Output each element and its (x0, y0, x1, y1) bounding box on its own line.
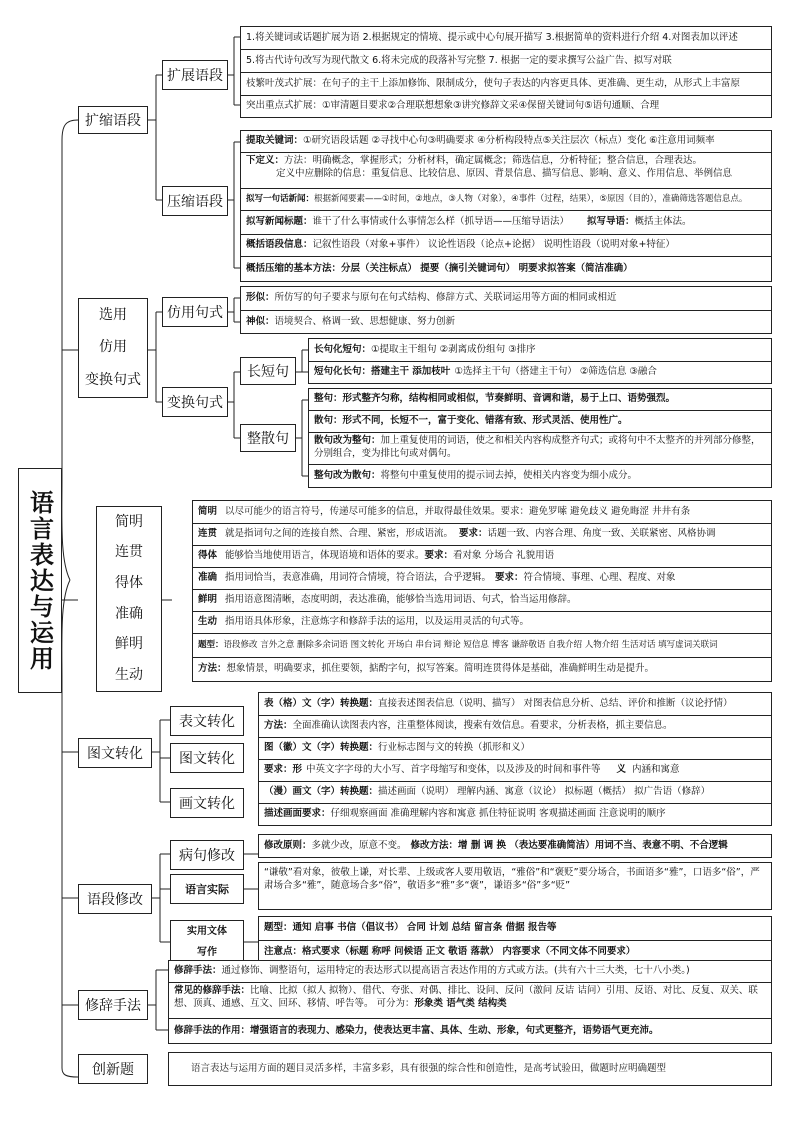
row-text: 话题一致、内容合理、角度一致、关联紧密、风格协调 (487, 528, 716, 540)
subcategory-label: 长短句 (247, 364, 289, 380)
content-row (241, 131, 771, 153)
row-text: 记叙性语段（对象+事件） 议论性语段（论点+论据） 说明性语段（说明对象+特征） (312, 239, 675, 251)
category-chuangxin (78, 1054, 148, 1084)
row-head: 鲜明 (198, 594, 218, 606)
content-row (193, 634, 771, 658)
row-text: 语言表达与运用方面的题目灵活多样，丰富多彩，具有很强的综合性和创造性，是高考试验田，做题时应明确题型 (191, 1062, 667, 1074)
row-text: 注意点：格式要求（标题 称呼 问候语 正文 敬语 落款） 内容要求（不同文体不同要求） (264, 945, 636, 957)
subcategory-huawen (170, 788, 244, 818)
category-label-line: 生动 (115, 667, 143, 684)
xiuci-content (168, 960, 772, 1044)
row-head: 下定义： (246, 155, 285, 166)
row-head: 概括语段信息： (246, 239, 313, 251)
row-text: 仔细观察画面 准确理解内容和寓意 抓住特征说明 客观描述画面 注意说明的顺序 (330, 808, 666, 820)
content-row (259, 804, 771, 825)
content-row (259, 738, 771, 760)
row-text: ①提取主干组句 ②剥离成份组句 ③排序 (371, 343, 536, 355)
row-head: 题型： (198, 639, 224, 650)
row-head: 准确 (198, 572, 218, 584)
row-head: 形象类 语气类 结构类 (414, 997, 507, 1009)
content-row (241, 50, 771, 73)
content-row (241, 287, 771, 311)
row-text: 直接表述图表信息（说明、描写） 对图表信息分析、总结、评价和推断（议论抒情） (378, 697, 733, 709)
category-label-line: 连贯 (115, 544, 143, 561)
content-row (309, 433, 771, 465)
row-head: 拟写新闻标题： (246, 216, 313, 228)
changduan-content (308, 338, 772, 384)
content-row (241, 73, 771, 96)
category-label: 扩缩语段 (85, 113, 141, 129)
row-text: 将整句中重复使用的提示词去掉，使相关内容变为细小成分。 (380, 469, 638, 481)
subcategory-bingju (170, 840, 244, 870)
subcategory-label: 病句修改 (179, 848, 235, 864)
kuozhan-content (240, 26, 772, 118)
category-label: 图文转化 (87, 746, 143, 762)
row-text: 描述画面（说明） 理解内涵、寓意（议论） 拟标题（概括） 拟广告语（修辞） (378, 786, 711, 798)
row-text: 行业标志图与文的转换（抓形和义） (378, 742, 531, 754)
content-row (259, 917, 771, 941)
row-text: 比喻、比拟（拟人 拟物）、借代、夸张、对偶、排比、设问、反问（激问 反诘 诘问）引用、反语、对比、反复、双关、联想、顶真、通感、互文、回环、移情、呼告等。 可分为： (174, 985, 758, 1009)
content-row (193, 612, 771, 634)
row-head: 图（徽）文（字）转换题： (264, 742, 379, 754)
row-text: 语段修改 言外之意 删除多余词语 图文转化 开场白 串台词 辩论 短信息 博客 谦辞敬语 自我介绍 人物介绍 生活对话 填写虚词关联词 (223, 639, 718, 650)
subcategory-tuwen (170, 743, 244, 773)
category-label-line: 得体 (115, 575, 143, 592)
content-row (169, 961, 771, 983)
jianming-content (192, 500, 772, 682)
category-jianming (96, 506, 162, 692)
row-head: 方法： (264, 720, 293, 732)
row-text: 指用语意图清晰，态度明朗，表达准确，能够恰当选用词语、句式，恰当运用修辞。 (225, 594, 577, 606)
row-head: 简明 (198, 505, 218, 517)
content-row (193, 568, 771, 590)
row-text: 中英文字字母的大小写、首字母缩写和变体，以及涉及的时间和事件等 (306, 764, 601, 776)
content-row (241, 257, 771, 281)
content-row (193, 501, 771, 524)
subcategory-shiyong (170, 920, 244, 964)
subcategory-label: 整散句 (247, 431, 289, 447)
subcategory-bianhuan (162, 387, 228, 417)
subcategory-label: 图文转化 (179, 751, 235, 767)
row-text: 加上重复使用的词语，使之和相关内容构成整齐句式；或将句中不太整齐的并列部分修整，分别组合，变为排比句或对偶句。 (314, 435, 761, 459)
content-row (169, 1019, 771, 1043)
row-head: 短句化长句：搭建主干 添加枝叶 (314, 366, 451, 378)
row-text: 指用语具体形象，注意炼字和修辞手法的运用，以及运用灵活的句式等。 (225, 616, 530, 628)
tuwen-content (258, 692, 772, 826)
bingju-content (258, 834, 772, 858)
zhengsan-content (308, 388, 772, 488)
category-label-line: 简明 (115, 513, 143, 530)
subcategory-kuozhan (162, 60, 228, 90)
row-head: 散句改为整句： (314, 435, 381, 446)
subcategory-changduan (240, 357, 296, 385)
row-text: 定义中应删除的信息：重复信息、比较信息、原因、背景信息、描写信息、影响、意义、作用信息、举例信息 (276, 167, 733, 179)
subcategory-label-line: 写作 (197, 947, 217, 958)
category-xiuci (78, 990, 148, 1020)
row-text: 题型：通知 启事 书信（倡议书） 合同 计划 总结 留言条 借据 报告等 (264, 922, 557, 934)
row-head: 义 (616, 764, 627, 776)
subcategory-label: 仿用句式 (167, 305, 223, 321)
subcategory-label: 表文转化 (179, 714, 235, 730)
content-row (241, 96, 771, 117)
subcategory-yuyan (170, 874, 244, 904)
row-text: 修辞手法的作用：增强语言的表现力、感染力，使表达更丰富、具体、生动、形象，句式更整齐，语势语气更充沛。 (174, 1024, 659, 1036)
content-row (259, 863, 771, 909)
category-xiugai (78, 884, 152, 914)
fangyong-content (240, 286, 772, 334)
content-row (259, 693, 771, 716)
subcategory-biaowen (170, 706, 244, 736)
row-text: 整句：形式整齐匀称，结构相同或相似，节奏鲜明、音调和谐，易于上口、语势强烈。 (314, 393, 676, 405)
subcategory-label: 压缩语段 (167, 194, 223, 210)
yuyan-content (258, 862, 772, 910)
category-label-line: 选用 (99, 306, 127, 323)
row-head: 常见的修辞手法： (174, 985, 251, 996)
row-head: 拟写一句话新闻： (246, 193, 315, 204)
row-text: 方法：明确概念，掌握形式；分析材料，确定属概念；筛选信息，分析特征；整合信息，合理表达。 (284, 155, 703, 166)
content-row (241, 235, 771, 257)
row-text: 全面准确认读图表内容，注重整体阅读，搜索有效信息。看要求，分析表格，抓主要信息。 (292, 720, 673, 732)
row-head: 要求：形 (264, 764, 303, 776)
row-head: 修辞手法： (174, 965, 222, 977)
chuangxin-content (168, 1052, 772, 1086)
yasuo-content (240, 130, 772, 282)
category-label-line: 变换句式 (85, 372, 141, 389)
content-row (309, 339, 771, 362)
subcategory-zhengsan (240, 424, 296, 452)
row-head: 要求： (495, 572, 524, 584)
row-text: 概括压缩的基本方法：分层（关注标点） 提要（摘引关键词句） 明要求拟答案（简洁准确） (246, 262, 633, 274)
row-text: 能够恰当地使用语言，体现语境和语体的要求。 (225, 550, 425, 562)
row-text: 通过修饰、调整语句，运用特定的表达形式以提高语言表达作用的方式或方法。(共有六十三大类，七十八小类。) (221, 965, 690, 977)
row-text: 5.将古代诗句改写为现代散文 6.将未完成的段落补写完整 7. 根据一定的要求撰写公益广告、拟写对联 (246, 54, 672, 66)
row-text: “谦敬”看对象，彼敬上谦，对长辈、上级或客人要用敬语，“雅俗”和“褒贬”要分场合，书面语多“雅”，口语多“俗”，严肃场合多“雅”，随意场合多“俗”，敬语多“雅”多“褒”，谦语多“俗”多“贬” (264, 867, 760, 891)
row-text: 指用词恰当，表意准确，用词符合情境，符合语法，合乎逻辑。 (225, 572, 492, 584)
row-head: 形似： (246, 292, 275, 304)
content-row (241, 153, 771, 189)
row-text: 概括主体法。 (634, 216, 692, 228)
row-text: ①选择主干句（搭建主干句） ②筛选信息 ③融合 (454, 366, 657, 378)
row-head: 描述画面要求： (264, 808, 331, 820)
row-text: 散句：形式不同，长短不一，富于变化、错落有致、形式灵活、使用性广。 (314, 415, 628, 427)
category-label: 创新题 (92, 1062, 134, 1078)
row-head: 表（格）文（字）转换题： (264, 697, 379, 709)
row-head: 长句化短句： (314, 343, 372, 355)
row-head: 神似： (246, 315, 275, 327)
content-row (193, 546, 771, 568)
row-head: 拟写导语： (587, 216, 635, 228)
content-row (259, 782, 771, 804)
row-head: 要求： (459, 528, 488, 540)
row-text: 谁干了什么事情或什么事情怎么样（抓导语——压缩导语法） (312, 216, 570, 228)
row-text: 就是指词句之间的连接自然、合理、紧密，形成语流。 (225, 528, 454, 540)
content-row (309, 411, 771, 433)
category-label: 修辞手法 (85, 998, 141, 1014)
row-head: 修改原则： (264, 839, 312, 851)
content-row (241, 189, 771, 211)
category-label-line: 准确 (115, 605, 143, 622)
subcategory-label: 画文转化 (179, 796, 235, 812)
subcategory-label-line: 实用文体 (187, 926, 227, 937)
category-tuwen (78, 738, 152, 768)
row-text: 突出重点式扩展：①审清题目要求②合理联想想象③讲究修辞文采④保留关键词句⑤语句通顺、合理 (246, 100, 660, 112)
row-text: ①研究语段话题 ②寻找中心句③明确要求 ④分析构段特点⑤关注层次（标点）变化 ⑥注意用词频率 (303, 135, 715, 147)
content-row (309, 389, 771, 411)
main-title (18, 468, 62, 693)
row-text: 以尽可能少的语言符号，传递尽可能多的信息，并取得最佳效果。要求：避免罗嗦 避免歧义 避免晦涩 井井有条 (225, 505, 691, 517)
content-row (193, 658, 771, 681)
row-head: 提取关键词： (246, 135, 304, 147)
row-head: （漫）画文（字）转换题： (264, 786, 379, 798)
subcategory-label: 变换句式 (167, 395, 223, 411)
shiyong-content (258, 916, 772, 964)
row-text: 枝繁叶茂式扩展：在句子的主干上添加修饰、限制成分，使句子表达的内容更具体、更准确、更生动，从形式上丰富原 (246, 77, 741, 89)
row-head: 连贯 (198, 528, 218, 540)
row-text: 所仿写的句子要求与原句在句式结构、修辞方式、关联词运用等方面的相同或相近 (274, 292, 617, 304)
row-head: 方法： (198, 663, 227, 675)
content-row (241, 311, 771, 333)
content-row (193, 524, 771, 546)
category-kuosuo (78, 106, 148, 134)
content-row (193, 590, 771, 612)
subcategory-fangyong (162, 297, 228, 327)
row-text: 1.将关键词或话题扩展为语 2.根据规定的情境、提示或中心句展开描写 3.根据简单的资料进行介绍 4.对图表加以评述 (246, 31, 738, 43)
row-text: 看对象 分场合 礼貌用语 (453, 550, 555, 562)
category-label-line: 仿用 (99, 339, 127, 356)
row-head: 生动 (198, 616, 218, 628)
row-head: 修改方法：增 删 调 换 （表达要准确简洁）用词不当、表意不明、不合逻辑 (410, 839, 728, 851)
category-label: 语段修改 (87, 892, 143, 908)
content-row (309, 465, 771, 487)
row-head: 要求： (424, 550, 454, 562)
row-text: 语境契合、格调一致、思想健康、努力创新 (274, 315, 456, 327)
row-head: 整句改为散句： (314, 469, 381, 481)
content-row (259, 716, 771, 738)
main-title-text: 语言表达与运用 (25, 489, 54, 672)
subcategory-yasuo (162, 186, 228, 216)
content-row (309, 362, 771, 383)
content-row (169, 983, 771, 1019)
row-text: 多就少改，原意不变。 (311, 839, 407, 851)
row-text: 想象情景，明确要求，抓住要领，掂酌字句，拟写答案。简明连贯得体是基础，准确鲜明生动是提升。 (226, 663, 655, 675)
subcategory-label: 语言实际 (185, 883, 229, 896)
content-row (241, 27, 771, 50)
content-row (241, 211, 771, 235)
category-xuanyong (78, 298, 148, 398)
row-text: 内涵和寓意 (632, 764, 680, 776)
subcategory-label: 扩展语段 (167, 68, 223, 84)
content-row (259, 835, 771, 857)
category-label-line: 鲜明 (115, 636, 143, 653)
row-head: 得体 (198, 550, 218, 562)
row-text: 根据新闻要素——①时间，②地点，③人物（对象），④事件（过程，结果），⑤原因（目的），准确筛选答题信息点。 (314, 193, 748, 204)
content-row (259, 760, 771, 782)
row-text: 符合情境、事理、心理、程度、对象 (523, 572, 676, 584)
